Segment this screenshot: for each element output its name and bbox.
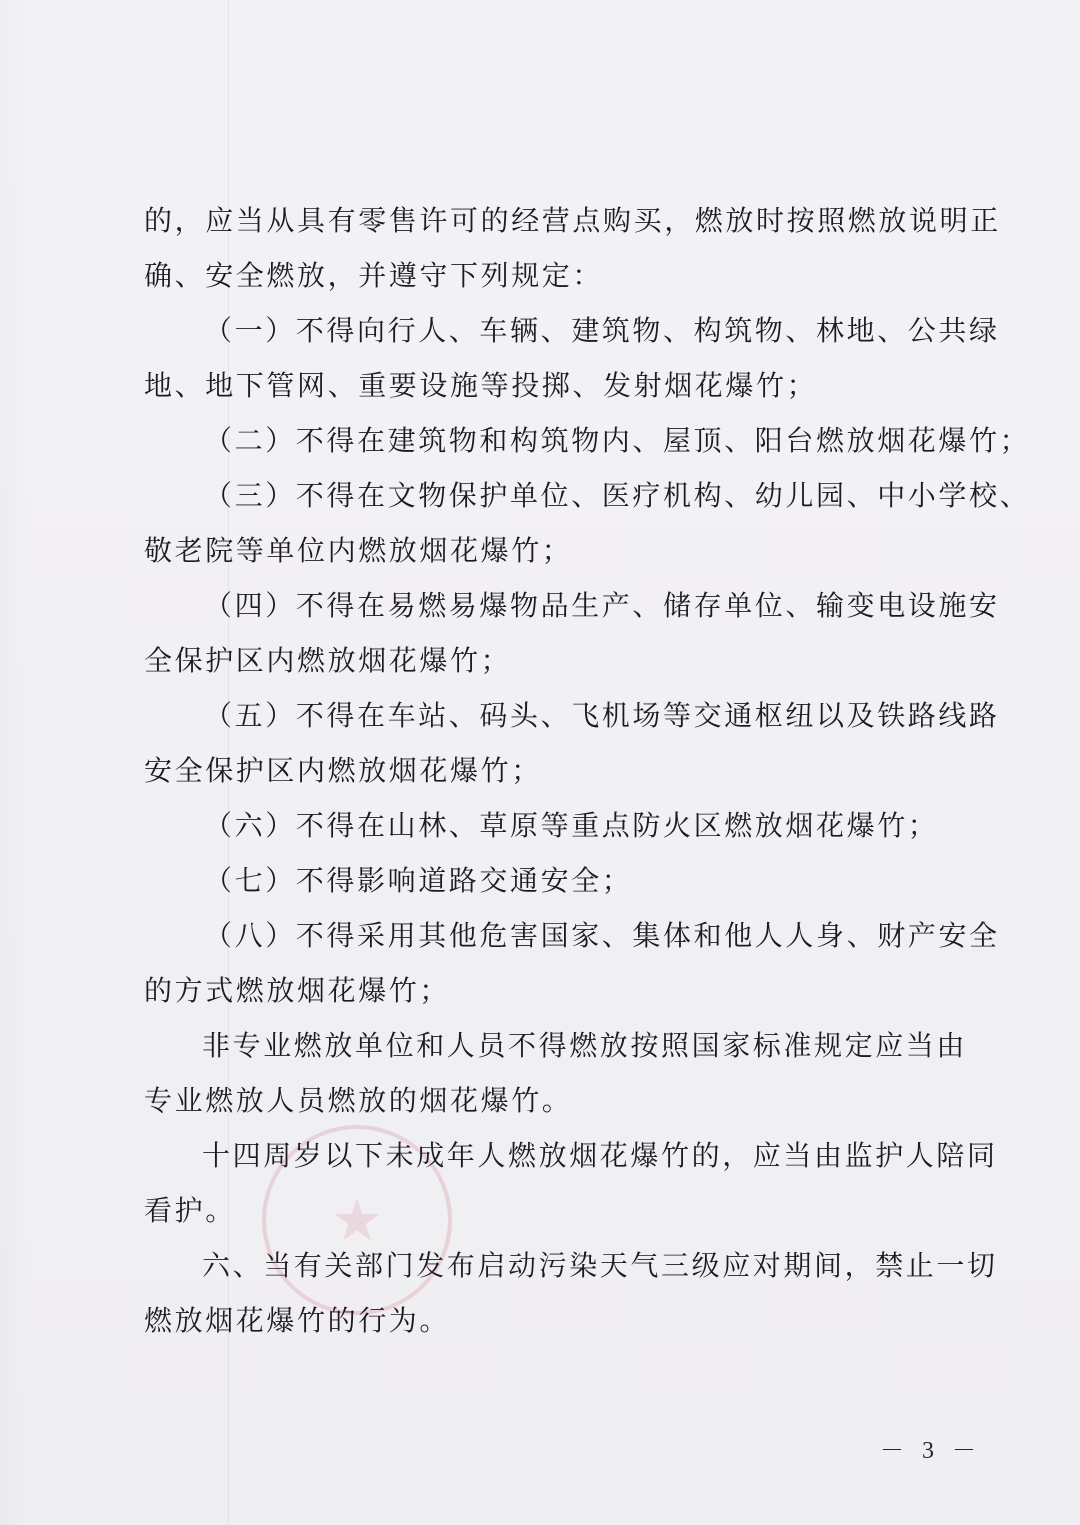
rule-item-2: （二）不得在建筑物和构筑物内、屋顶、阳台燃放烟花爆竹； (204, 424, 1031, 457)
body-line: 确、安全燃放，并遵守下列规定： (144, 259, 604, 292)
body-line: 专业燃放人员燃放的烟花爆竹。 (144, 1084, 573, 1117)
paragraph-minors: 十四周岁以下未成年人燃放烟花爆竹的，应当由监护人陪同 (202, 1139, 998, 1172)
rule-item-8: （八）不得采用其他危害国家、集体和他人人身、财产安全 (204, 919, 1000, 952)
body-line: 的，应当从具有零售许可的经营点购买，燃放时按照燃放说明正 (144, 204, 1001, 237)
rule-item-6: （六）不得在山林、草原等重点防火区燃放烟花爆竹； (204, 809, 939, 842)
body-line: 安全保护区内燃放烟花爆竹； (144, 754, 542, 787)
rule-item-3: （三）不得在文物保护单位、医疗机构、幼儿园、中小学校、 (204, 479, 1031, 512)
rule-item-7: （七）不得影响道路交通安全； (204, 864, 633, 897)
seal-star-icon: ★ (331, 1186, 383, 1254)
page-number: － 3 － (880, 1438, 982, 1464)
paragraph-non-professional: 非专业燃放单位和人员不得燃放按照国家标准规定应当由 (202, 1029, 968, 1062)
rule-item-4: （四）不得在易燃易爆物品生产、储存单位、输变电设施安 (204, 589, 1000, 622)
section-six: 六、当有关部门发布启动污染天气三级应对期间，禁止一切 (202, 1249, 998, 1282)
rule-item-5: （五）不得在车站、码头、飞机场等交通枢纽以及铁路线路 (204, 699, 1000, 732)
document-body (144, 193, 1031, 1348)
rule-item-1: （一）不得向行人、车辆、建筑物、构筑物、林地、公共绿 (204, 314, 1000, 347)
body-line: 地、地下管网、重要设施等投掷、发射烟花爆竹； (144, 369, 818, 402)
body-line: 的方式燃放烟花爆竹； (144, 974, 451, 1007)
body-line: 燃放烟花爆竹的行为。 (144, 1304, 451, 1337)
body-line: 看护。 (144, 1194, 236, 1227)
body-line: 全保护区内燃放烟花爆竹； (144, 644, 512, 677)
body-line: 敬老院等单位内燃放烟花爆竹； (144, 534, 573, 567)
